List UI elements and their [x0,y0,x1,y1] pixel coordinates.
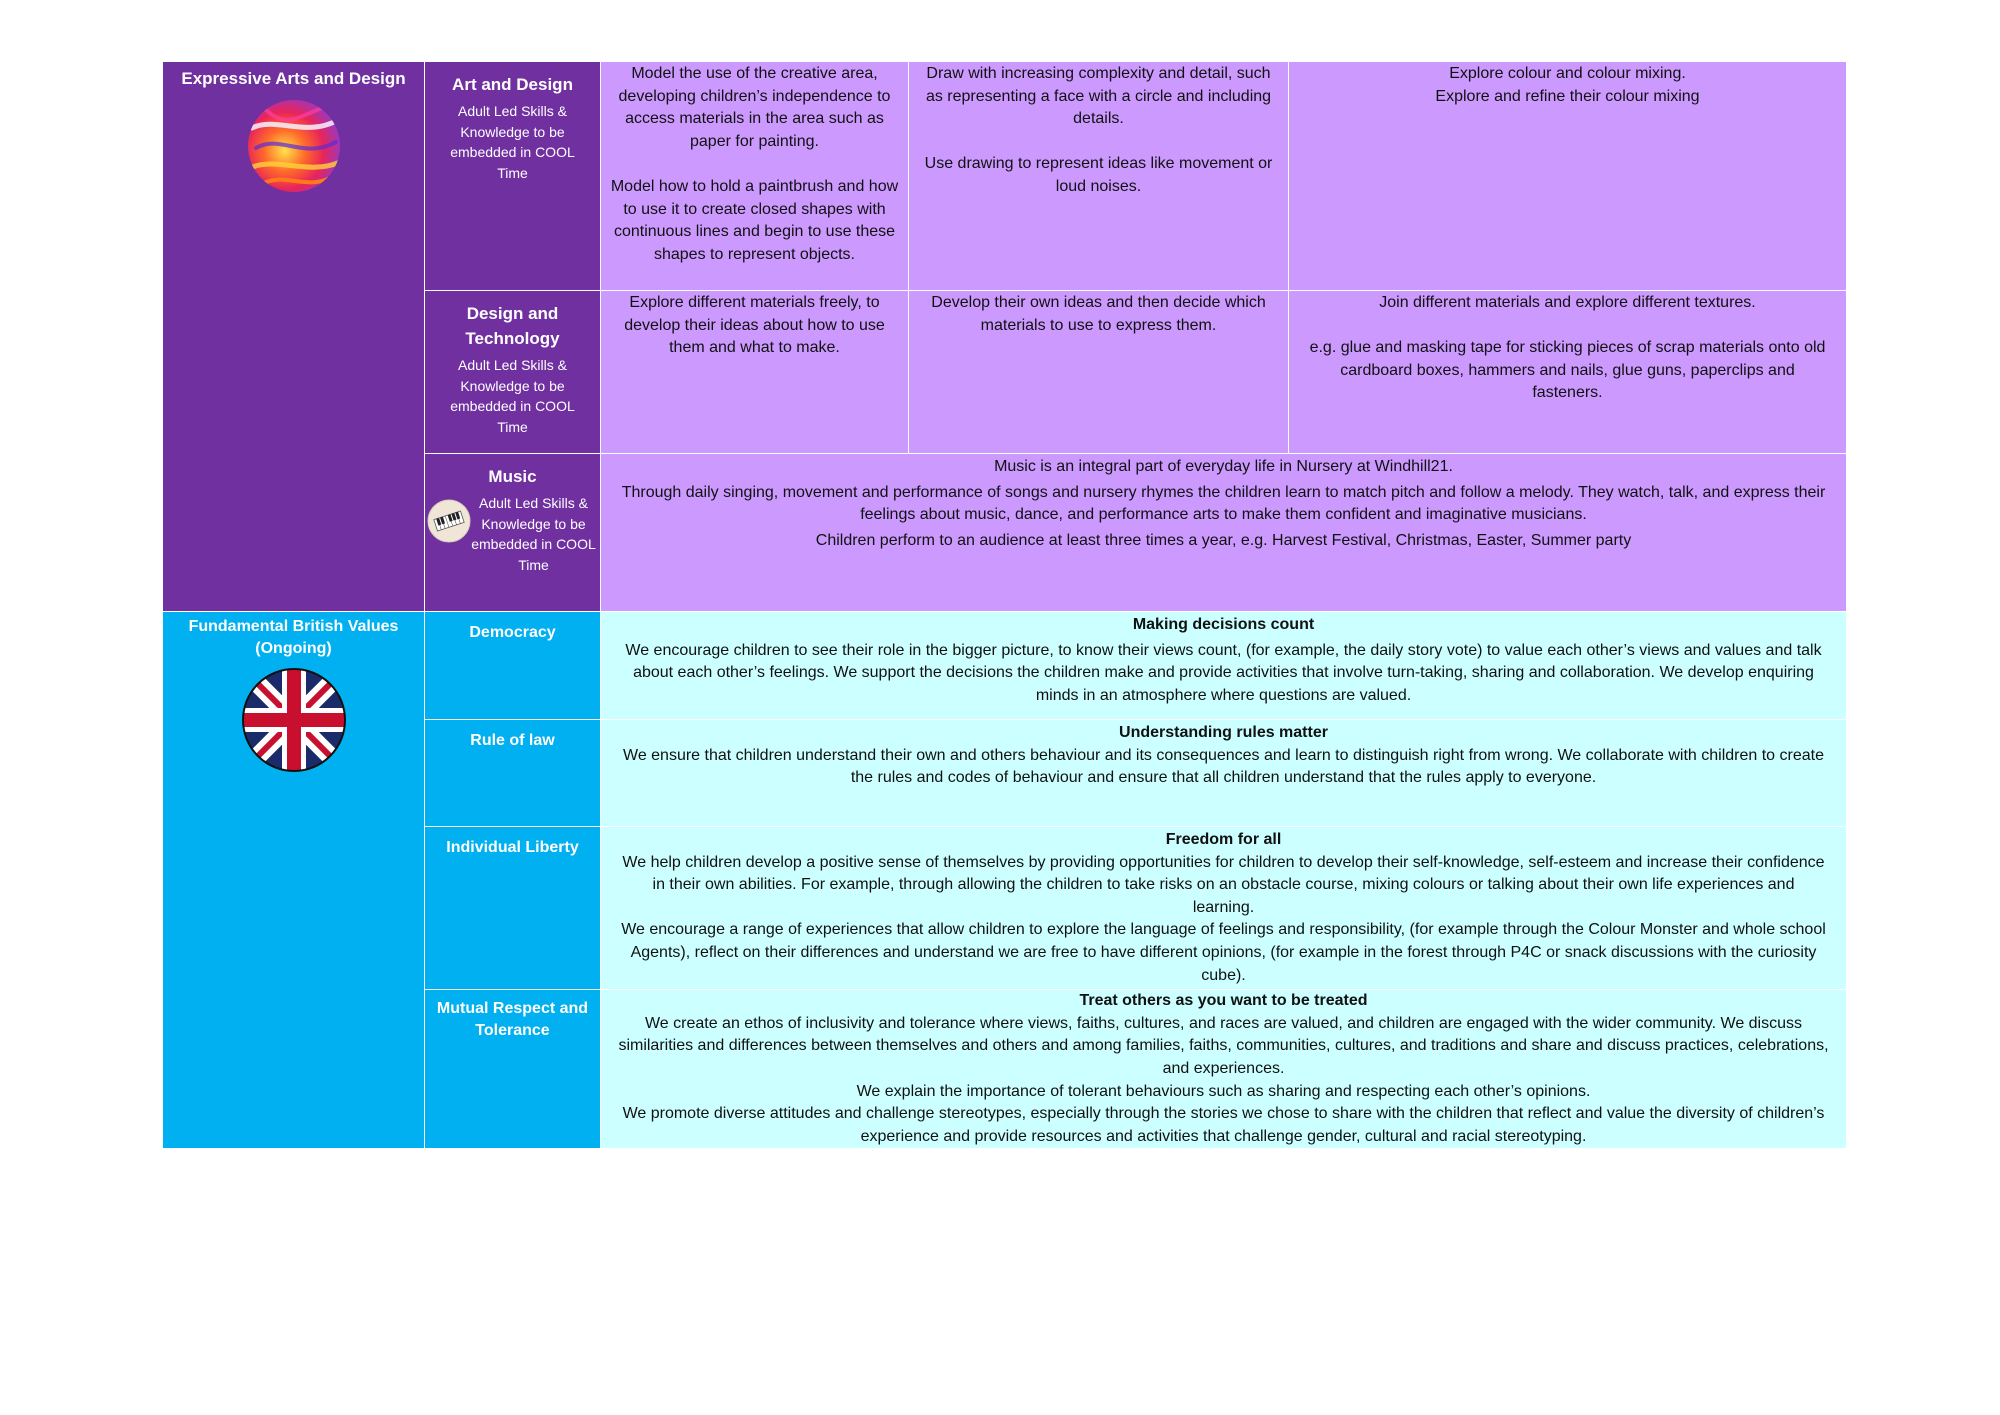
rule-of-law-body: We ensure that children understand their own and others behaviour and its consequences and learn to distinguish right from wrong. We collaborate with children to create the rules and codes of behaviour and ensure that all children understand that the rules apply to everyone. [623,746,1824,787]
art-design-col3 [1289,62,1847,291]
union-jack-icon [242,668,346,772]
curriculum-table [162,61,1847,1149]
respect-heading: Treat others as you want to be treated [1079,992,1368,1010]
art-design-subject [425,62,601,291]
rule-of-law-heading: Understanding rules matter [1119,724,1328,741]
democracy-heading: Making decisions count [1132,616,1315,633]
music-p1: Music is an integral part of everyday life in Nursery at Windhill21. [994,458,1453,475]
design-tech-subject [425,291,601,454]
art-design-row [163,62,1847,291]
respect-subject [425,990,601,1149]
fbv-area-title: Fundamental British Values (Ongoing) [188,618,399,657]
art-design-col2 [909,62,1289,291]
respect-p1: We create an ethos of inclusivity and tolerance where views, faiths, cultures, and races are valued, and children are engaged with the wider community. We discuss similarities and differences between themselves and others and among families, faiths, communities, cultures, and traditions and share and discuss practices, celebrations, and experiences. [618,1014,1829,1077]
design-tech-col1 [601,291,909,454]
music-subject [425,454,601,612]
democracy-content [601,612,1847,720]
rule-of-law-content [601,720,1847,827]
design-tech-col2 [909,291,1289,454]
art-design-note: Adult Led Skills & Knowledge to be embedded in COOL Time [450,103,575,181]
liberty-subject [425,827,601,990]
music-title: Music [488,467,537,486]
liberty-p1: We help children develop a positive sense of themselves by providing opportunities for children to develop their self-knowledge, self-esteem and increase their confidence in their own abilities. For example, through allowing the children to take risks on an obstacle course, mixing colours or talking about their own life experiences and learning. [622,853,1825,916]
art-design-col1-p2: Model how to hold a paintbrush and how to use it to create closed shapes with continuous lines and begin to use these shapes to represent objects. [610,177,899,263]
design-tech-col1-text: Explore different materials freely, to develop their ideas about how to use them and what to make. [624,294,885,357]
rule-of-law-label: Rule of law [470,732,555,749]
fbv-area-cell [163,612,425,1149]
art-design-col1 [601,62,909,291]
respect-label: Mutual Respect and Tolerance [436,1000,589,1040]
respect-p3: We promote diverse attitudes and challenge stereotypes, especially through the stories we chose to share with the children that reflect and value the diversity of children’s experience and provide resources and activities that challenge gender, cultural and racial stereotyping. [622,1105,1825,1145]
democracy-body: We encourage children to see their role in the bigger picture, to know their views count, (for example, the daily story vote) to value each other’s views and values and talk about each other’s feelings. We support the decisions the children make and provide activities that involve turn-taking, sharing and collaboration. We develop enquiring minds in an atmosphere where questions are valued. [625,641,1822,704]
democracy-row [163,612,1847,720]
piano-keys-icon [427,499,471,543]
art-design-col1-p1: Model the use of the creative area, developing children’s independence to access materials in the area such as paper for painting. [618,65,891,150]
liberty-content [601,827,1847,990]
design-tech-note: Adult Led Skills & Knowledge to be embedded in COOL Time [450,357,575,435]
music-note: Adult Led Skills & Knowledge to be embedded in COOL Time [471,495,596,573]
design-tech-col3 [1289,291,1847,454]
art-design-col2-p1: Draw with increasing complexity and detail, such as representing a face with a circle and including details. [925,65,1272,128]
art-design-col2-p2: Use drawing to represent ideas like movement or loud noises. [924,155,1273,195]
ead-area-title: Expressive Arts and Design [181,69,406,88]
rule-of-law-subject [425,720,601,827]
democracy-subject [425,612,601,720]
music-p3: Children perform to an audience at least three times a year, e.g. Harvest Festival, Christmas, Easter, Summer party [815,531,1632,549]
paint-swirl-icon [246,98,342,194]
art-design-col3-l2: Explore and refine their colour mixing [1435,87,1700,105]
design-tech-col2-text: Develop their own ideas and then decide which materials to use to express them. [931,294,1266,334]
design-tech-title: Design and Technology [465,304,560,348]
art-design-col3-l1: Explore colour and colour mixing. [1449,65,1686,82]
design-tech-col3-p1: Join different materials and explore different textures. [1379,294,1756,311]
democracy-label: Democracy [469,624,556,641]
music-content [601,454,1847,612]
liberty-label: Individual Liberty [446,839,579,856]
liberty-p2: We encourage a range of experiences that allow children to explore the language of feelings and responsibility, (for example through the Colour Monster and whole school Agents), reflect on their differences and understand we are free to have different opinions, (for example in the forest through P4C or snack discussions with the curiosity cube). [621,921,1826,984]
respect-content [601,990,1847,1149]
liberty-heading: Freedom for all [1165,831,1282,848]
ead-area-cell [163,62,425,612]
respect-p2: We explain the importance of tolerant behaviours such as sharing and respecting each other’s opinions. [856,1082,1591,1100]
art-design-title: Art and Design [452,75,573,94]
design-tech-col3-p2: e.g. glue and masking tape for sticking pieces of scrap materials onto old cardboard boxes, hammers and nails, glue guns, paperclips and fasteners. [1309,339,1826,402]
music-p2: Through daily singing, movement and performance of songs and nursery rhymes the children learn to match pitch and follow a melody. They watch, talk, and express their feelings about music, dance, and performance arts to make them confident and imaginative musicians. [621,483,1826,524]
